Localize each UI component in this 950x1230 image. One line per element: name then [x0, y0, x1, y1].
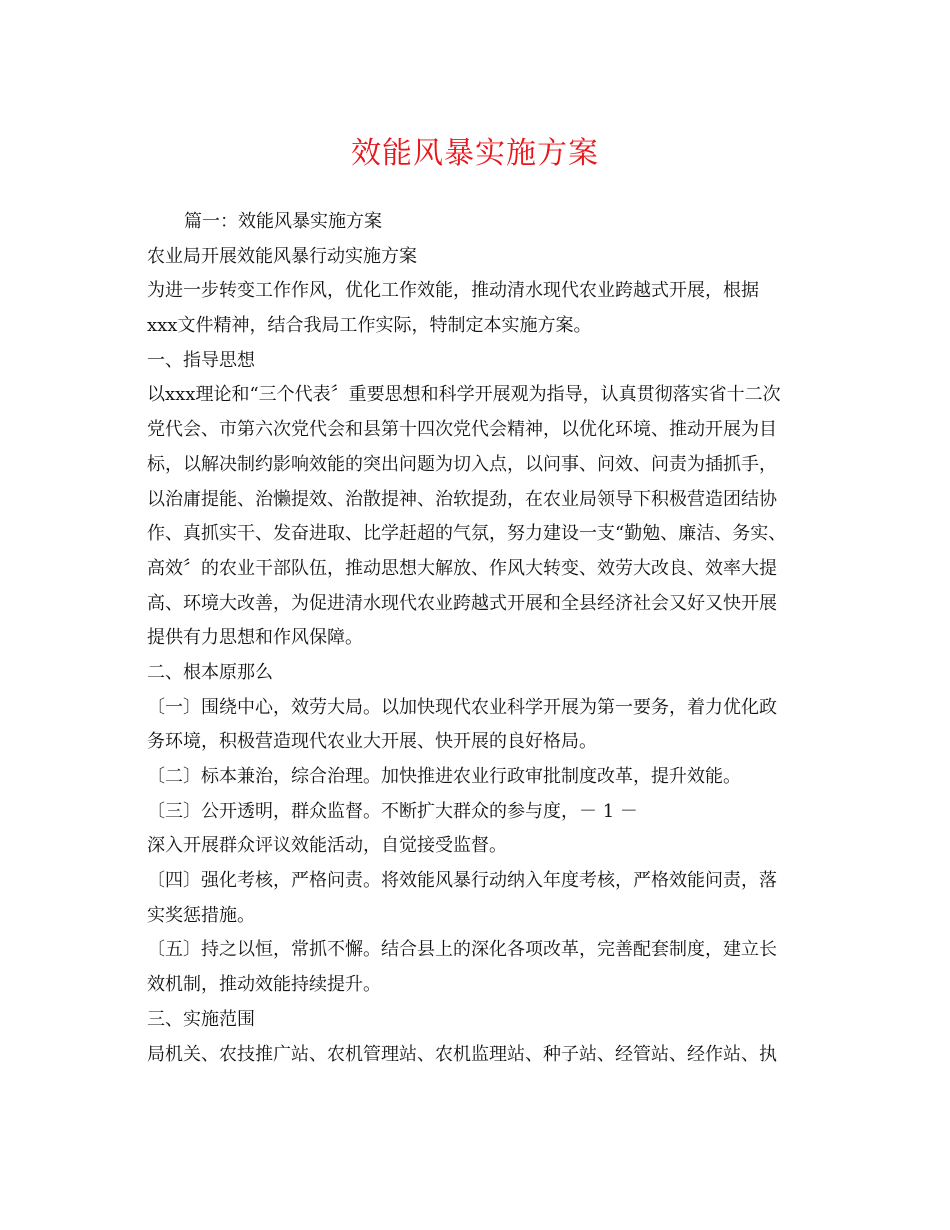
section-heading-guiding-ideology: 一、指导思想: [147, 349, 255, 371]
document-body: [147, 205, 807, 1072]
principle-item: 〔二〕标本兼治，综合治理。加快推进农业行政审批制度改革，提升效能。: [147, 766, 741, 787]
body-text-line: 党代会、市第六次党代会和县第十四次党代会精神，以优化环境、推动开展为目: [147, 419, 777, 441]
section-heading-part-one: 篇一：效能风暴实施方案: [184, 211, 382, 232]
body-text-line: 为进一步转变工作作风，优化工作效能，推动清水现代农业跨越式开展，根据: [147, 280, 759, 302]
document-title: 效能风暴实施方案: [351, 136, 599, 171]
body-text-line: 局机关、农技推广站、农机管理站、农机监理站、种子站、经管站、经作站、执: [147, 1043, 777, 1065]
body-text-line: 以治庸提能、治懒提效、治散提神、治软提劲，在农业局领导下积极营造团结协: [147, 488, 777, 510]
principle-item: 〔三〕公开透明，群众监督。不断扩大群众的参与度，－ 1 －: [147, 800, 638, 822]
principle-item: 〔一〕围绕中心，效劳大局。以加快现代农业科学开展为第一要务，着力优化政: [147, 696, 777, 718]
body-text-line: 深入开展群众评议效能活动，自觉接受监督。: [147, 835, 507, 857]
body-text-line: 高、环境大改善，为促进清水现代农业跨越式开展和全县经济社会又好又快开展: [147, 592, 777, 614]
section-heading-scope: 三、实施范围: [147, 1008, 255, 1030]
body-text-line: 提供有力思想和作风保障。: [147, 627, 363, 649]
body-text-line: 效机制，推动效能持续提升。: [147, 974, 381, 996]
body-text-line: 务环境，积极营造现代农业大开展、快开展的良好格局。: [147, 731, 597, 753]
body-text-line: 标，以解决制约影响效能的突出问题为切入点，以问事、问效、问责为插抓手，: [147, 453, 777, 475]
body-text-line: 高效〞的农业干部队伍，推动思想大解放、作风大转变、效劳大改良、效率大提: [147, 557, 777, 579]
body-text-line: xxx文件精神，结合我局工作实际，特制定本实施方案。: [147, 315, 592, 337]
body-text-line: 作、真抓实干、发奋进取、比学赶超的气氛，努力建设一支“勤勉、廉洁、务实、: [147, 523, 787, 545]
body-text-line: 以xxx理论和“三个代表〞重要思想和科学开展观为指导，认真贯彻落实省十二次: [147, 384, 781, 406]
principle-item: 〔五〕持之以恒，常抓不懈。结合县上的深化各项改革，完善配套制度，建立长: [147, 939, 777, 961]
plan-subtitle: 农业局开展效能风暴行动实施方案: [147, 245, 417, 267]
body-text-line: 实奖惩措施。: [147, 904, 255, 926]
section-heading-basic-principles: 二、根本原那么: [147, 661, 273, 683]
principle-item: 〔四〕强化考核，严格问责。将效能风暴行动纳入年度考核，严格效能问责，落: [147, 870, 777, 892]
